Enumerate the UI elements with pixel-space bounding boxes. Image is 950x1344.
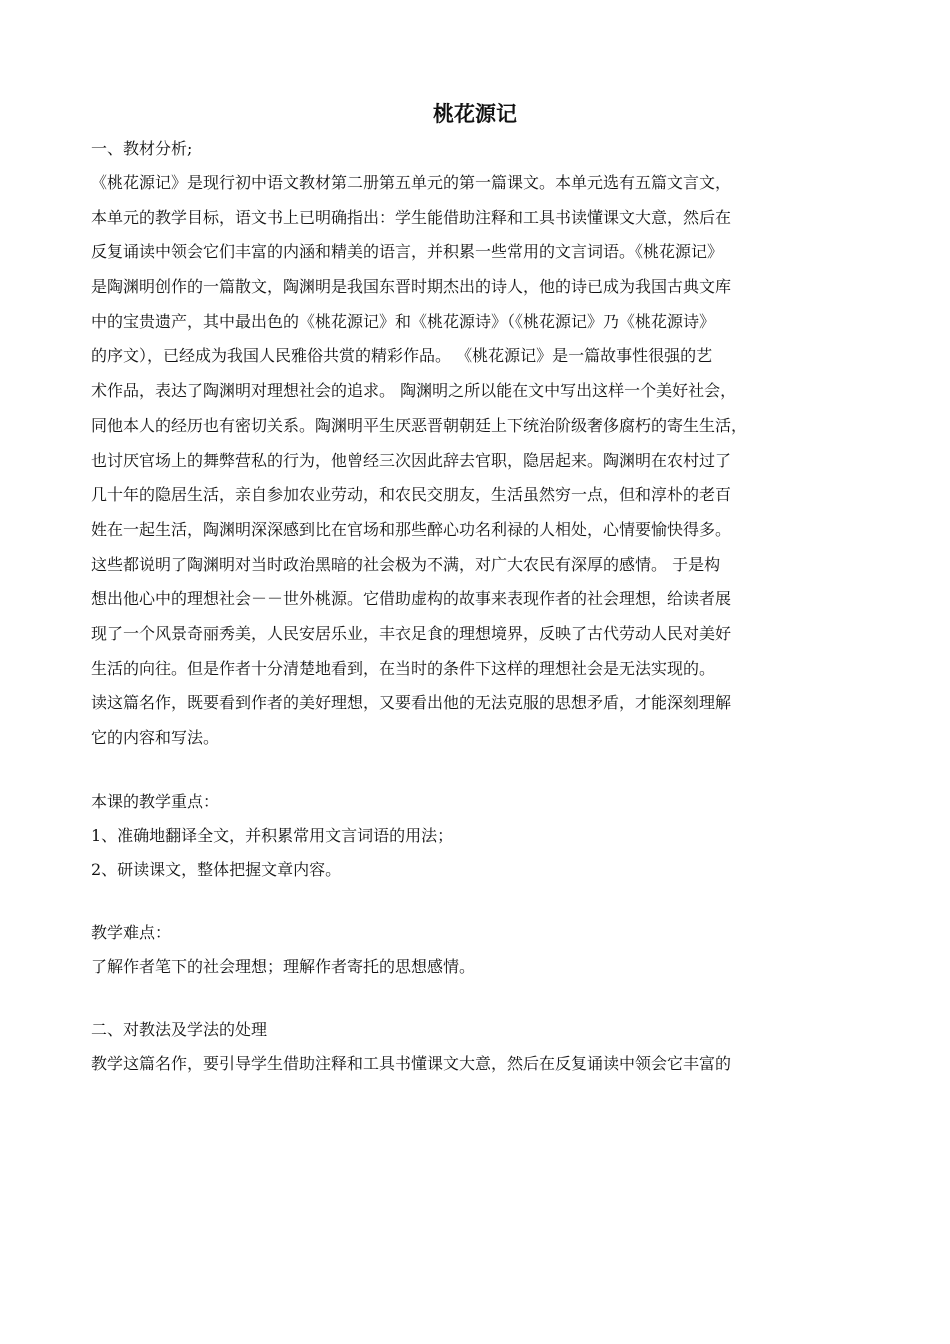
section2-text: 教学这篇名作，要引导学生借助注释和工具书懂课文大意，然后在反复诵读中领会它丰富的: [91, 1053, 732, 1073]
analysis-line: 的序文），已经成为我国人民雅俗共赏的精彩作品。 《桃花源记》是一篇故事性很强的艺: [91, 346, 713, 366]
analysis-line: 反复诵读中领会它们丰富的内涵和精美的语言，并积累一些常用的文言词语。《桃花源记》: [91, 242, 724, 262]
analysis-line: 是陶渊明创作的一篇散文，陶渊明是我国东晋时期杰出的诗人，他的诗已成为我国古典文库: [91, 277, 732, 297]
analysis-line: 姓在一起生活，陶渊明深深感到比在官场和那些醉心功名利禄的人相处，心情要愉快得多。: [91, 519, 732, 539]
analysis-line: 中的宝贵遗产，其中最出色的《桃花源记》和《桃花源诗》（《桃花源记》乃《桃花源诗》: [91, 311, 716, 331]
analysis-line: 同他本人的经历也有密切关系。陶渊明平生厌恶晋朝朝廷上下统治阶级奢侈腐朽的寄生生活，: [91, 415, 748, 435]
teaching-focus-heading: 本课的教学重点：: [91, 791, 220, 811]
analysis-paragraph: [91, 166, 875, 756]
section2-heading: 二、对教法及学法的处理: [91, 1019, 268, 1039]
teaching-difficulty-heading: 教学难点：: [91, 922, 172, 942]
analysis-line: 读这篇名作，既要看到作者的美好理想，又要看出他的无法克服的思想矛盾，才能深刻理解: [91, 693, 732, 713]
document-title: 桃花源记: [433, 102, 517, 126]
analysis-line: 生活的向往。但是作者十分清楚地看到，在当时的条件下这样的理想社会是无法实现的。: [91, 658, 716, 678]
analysis-line: 术作品，表达了陶渊明对理想社会的追求。 陶渊明之所以能在文中写出这样一个美好社会，: [91, 381, 737, 401]
teaching-difficulty-text: 了解作者笔下的社会理想；理解作者寄托的思想感情。: [91, 956, 476, 976]
analysis-line: 《桃花源记》是现行初中语文教材第二册第五单元的第一篇课文。本单元选有五篇文言文，: [91, 173, 732, 192]
analysis-line: 现了一个风景奇丽秀美，人民安居乐业，丰衣足食的理想境界，反映了古代劳动人民对美好: [91, 623, 732, 643]
teaching-focus-item: 1、准确地翻译全文，并积累常用文言词语的用法；: [91, 825, 454, 845]
analysis-line: 本单元的教学目标，语文书上已明确指出：学生能借助注释和工具书读懂课文大意，然后在: [91, 207, 732, 227]
analysis-line: 也讨厌官场上的舞弊营私的行为，他曾经三次因此辞去官职，隐居起来。陶渊明在农村过了: [91, 450, 732, 470]
document-body: [91, 132, 875, 1081]
section1-heading: 一、教材分析;: [91, 139, 193, 158]
analysis-line: 它的内容和写法。: [91, 728, 220, 747]
analysis-line: 想出他心中的理想社会－－世外桃源。它借助虚构的故事来表现作者的社会理想，给读者展: [91, 589, 732, 609]
teaching-focus-item: 2、研读课文，整体把握文章内容。: [91, 859, 342, 879]
analysis-line: 几十年的隐居生活，亲自参加农业劳动，和农民交朋友，生活虽然穷一点，但和淳朴的老百: [91, 485, 732, 505]
analysis-line: 这些都说明了陶渊明对当时政治黑暗的社会极为不满，对广大农民有深厚的感情。 于是构: [91, 554, 721, 574]
